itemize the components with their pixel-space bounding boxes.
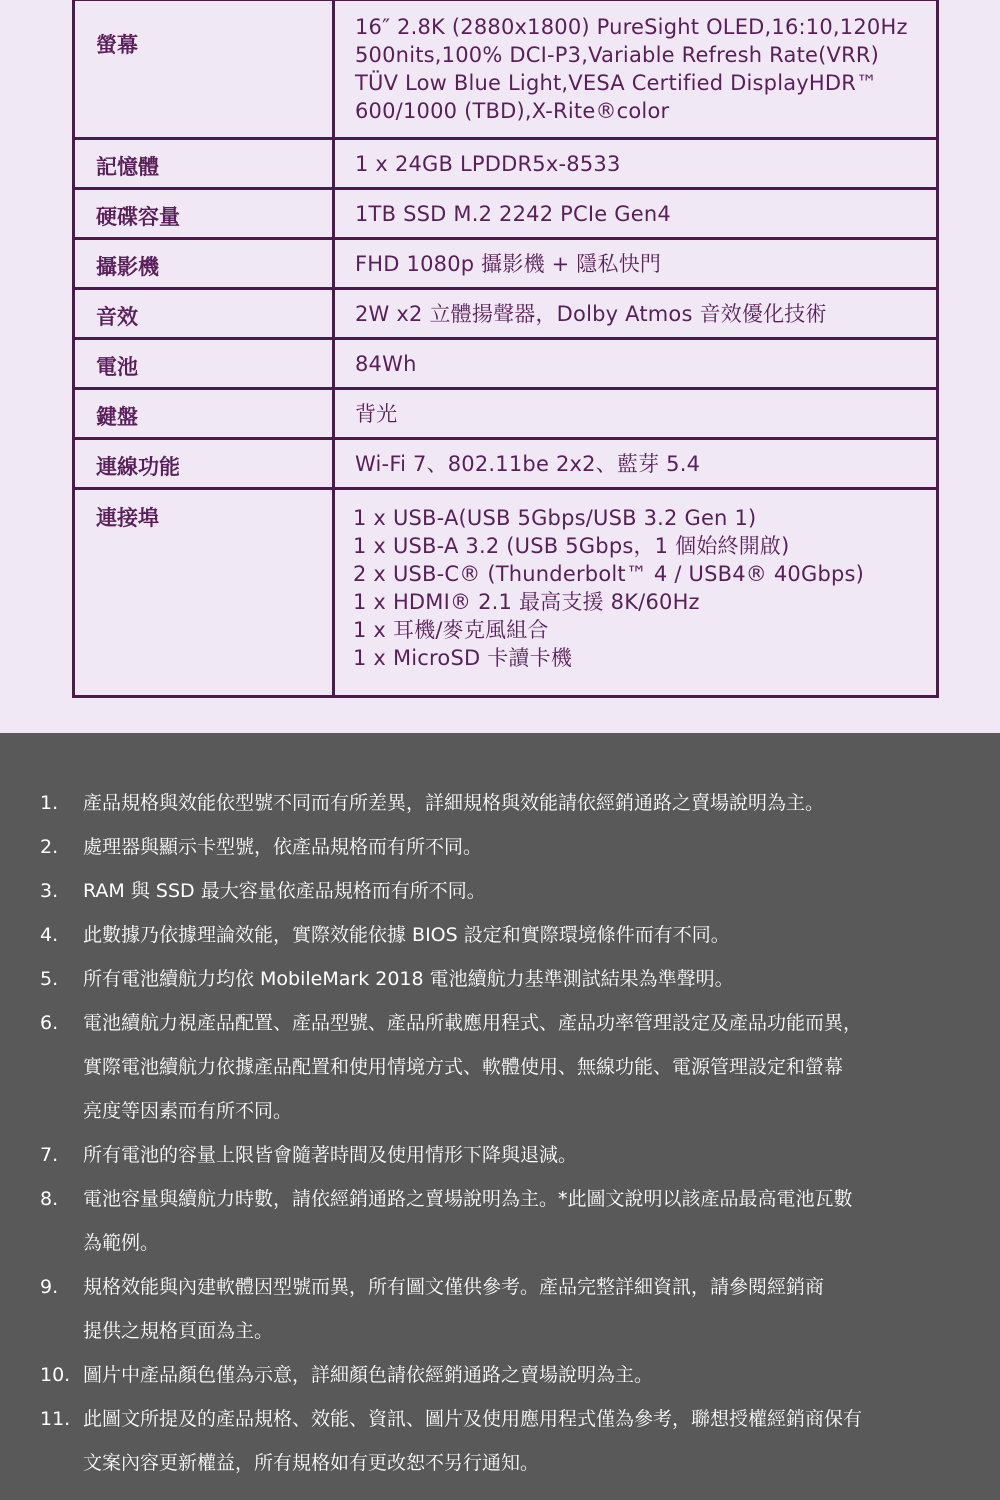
note-text: 提供之規格頁面為主。 — [83, 1320, 274, 1342]
spec-value-line: Wi-Fi 7、802.11be 2x2、藍芽 5.4 — [355, 452, 701, 476]
note-text: 此數據乃依據理論效能，實際效能依據 BIOS 設定和實際環境條件而有不同。 — [83, 924, 730, 946]
spec-value — [334, 339, 938, 389]
spec-value-line: 2W x2 立體揚聲器，Dolby Atmos 音效優化技術 — [355, 302, 827, 326]
note-number: 11. — [40, 1408, 71, 1430]
spec-value-line: 1TB SSD M.2 2242 PCIe Gen4 — [355, 202, 671, 226]
note-number: 9. — [40, 1276, 59, 1298]
note-number: 7. — [40, 1144, 59, 1166]
spec-value-line: 1 x 耳機/麥克風組合 — [353, 618, 549, 642]
note-number: 5. — [40, 968, 59, 990]
note-text: 此圖文所提及的產品規格、效能、資訊、圖片及使用應用程式僅為參考，聯想授權經銷商保有 — [83, 1408, 863, 1430]
spec-label: 連接埠 — [74, 489, 334, 697]
note-text: 產品規格與效能依型號不同而有所差異，詳細規格與效能請依經銷通路之賣場說明為主。 — [83, 792, 825, 814]
spec-row-camera — [74, 239, 938, 289]
spec-label: 記憶體 — [74, 139, 334, 189]
spec-label: 連線功能 — [74, 439, 334, 489]
note-text: 所有電池續航力均依 MobileMark 2018 電池續航力基準測試結果為準聲明。 — [83, 968, 734, 990]
note-text: 文案內容更新權益，所有規格如有更改恕不另行通知。 — [83, 1452, 540, 1474]
spec-value-line: 500nits,100% DCI-P3,Variable Refresh Rate(VRR) — [355, 43, 880, 67]
spec-label: 硬碟容量 — [74, 189, 334, 239]
disclaimer-item — [0, 1397, 1000, 1485]
note-number: 4. — [40, 924, 59, 946]
note-text: 亮度等因素而有所不同。 — [83, 1100, 293, 1122]
spec-row-ports — [74, 489, 938, 697]
disclaimer-item — [0, 1353, 1000, 1397]
spec-value-line: 1 x HDMI® 2.1 最高支援 8K/60Hz — [353, 590, 700, 614]
note-number: 10. — [40, 1364, 71, 1386]
disclaimer-list — [0, 781, 1000, 1485]
spec-label: 鍵盤 — [74, 389, 334, 439]
spec-value-line: 背光 — [355, 402, 398, 426]
spec-row-storage — [74, 189, 938, 239]
note-number: 2. — [40, 836, 59, 858]
disclaimer-item — [0, 1265, 1000, 1353]
note-number: 1. — [40, 792, 59, 814]
disclaimer-item — [0, 825, 1000, 869]
spec-value-line: 84Wh — [355, 352, 417, 376]
spec-value — [334, 389, 938, 439]
disclaimer-notes-section — [0, 733, 1000, 1500]
disclaimer-item — [0, 1001, 1000, 1133]
spec-value-line: 600/1000 (TBD),X-Rite®color — [355, 99, 670, 123]
disclaimer-item — [0, 1133, 1000, 1177]
spec-section — [0, 0, 1000, 733]
note-text: 電池容量與續航力時數，請依經銷通路之賣場說明為主。*此圖文說明以該產品最高電池瓦數 — [83, 1188, 853, 1210]
disclaimer-item — [0, 869, 1000, 913]
note-number: 8. — [40, 1188, 59, 1210]
spec-value — [334, 239, 938, 289]
spec-value-line: TÜV Low Blue Light,VESA Certified DisplayHDR™ — [355, 71, 878, 95]
spec-value — [334, 139, 938, 189]
disclaimer-item — [0, 781, 1000, 825]
spec-label: 電池 — [74, 339, 334, 389]
note-number: 6. — [40, 1012, 59, 1034]
spec-value-line: 1 x 24GB LPDDR5x-8533 — [355, 152, 621, 176]
spec-value-line: FHD 1080p 攝影機 + 隱私快門 — [355, 252, 662, 276]
disclaimer-item — [0, 1177, 1000, 1265]
disclaimer-item — [0, 957, 1000, 1001]
note-text: 電池續航力視產品配置、產品型號、產品所載應用程式、產品功率管理設定及產品功能而異， — [83, 1012, 863, 1034]
spec-row-memory — [74, 139, 938, 189]
note-text: 所有電池的容量上限皆會隨著時間及使用情形下降與退減。 — [83, 1144, 578, 1166]
spec-value-line: 2 x USB-C® (Thunderbolt™ 4 / USB4® 40Gbps) — [353, 562, 865, 586]
spec-row-battery — [74, 339, 938, 389]
spec-row-display — [74, 0, 938, 139]
disclaimer-item — [0, 913, 1000, 957]
note-text: 圖片中產品顏色僅為示意，詳細顏色請依經銷通路之賣場說明為主。 — [83, 1364, 654, 1386]
spec-value-line: 1 x USB-A 3.2 (USB 5Gbps，1 個始終開啟) — [353, 534, 790, 558]
spec-row-keyboard — [74, 389, 938, 439]
spec-value — [334, 439, 938, 489]
note-text: 實際電池續航力依據產品配置和使用情境方式、軟體使用、無線功能、電源管理設定和螢幕 — [83, 1056, 844, 1078]
spec-label: 攝影機 — [74, 239, 334, 289]
note-text: 規格效能與內建軟體因型號而異，所有圖文僅供參考。產品完整詳細資訊，請參閱經銷商 — [83, 1276, 825, 1298]
note-text: 處理器與顯示卡型號，依產品規格而有所不同。 — [83, 836, 483, 858]
spec-label: 音效 — [74, 289, 334, 339]
note-number: 3. — [40, 880, 59, 902]
note-text: 為範例。 — [83, 1232, 160, 1254]
spec-value — [334, 189, 938, 239]
note-text: RAM 與 SSD 最大容量依產品規格而有所不同。 — [83, 880, 486, 902]
spec-value — [334, 0, 938, 139]
spec-label: 螢幕 — [74, 0, 334, 139]
spec-value-line: 16″ 2.8K (2880x1800) PureSight OLED,16:10,120Hz — [355, 15, 908, 39]
spec-row-audio — [74, 289, 938, 339]
spec-value — [334, 489, 938, 697]
spec-table — [72, 0, 939, 698]
spec-value-line: 1 x USB-A(USB 5Gbps/USB 3.2 Gen 1) — [353, 506, 757, 530]
spec-value-line: 1 x MicroSD 卡讀卡機 — [353, 646, 573, 670]
spec-value — [334, 289, 938, 339]
spec-row-connectivity — [74, 439, 938, 489]
